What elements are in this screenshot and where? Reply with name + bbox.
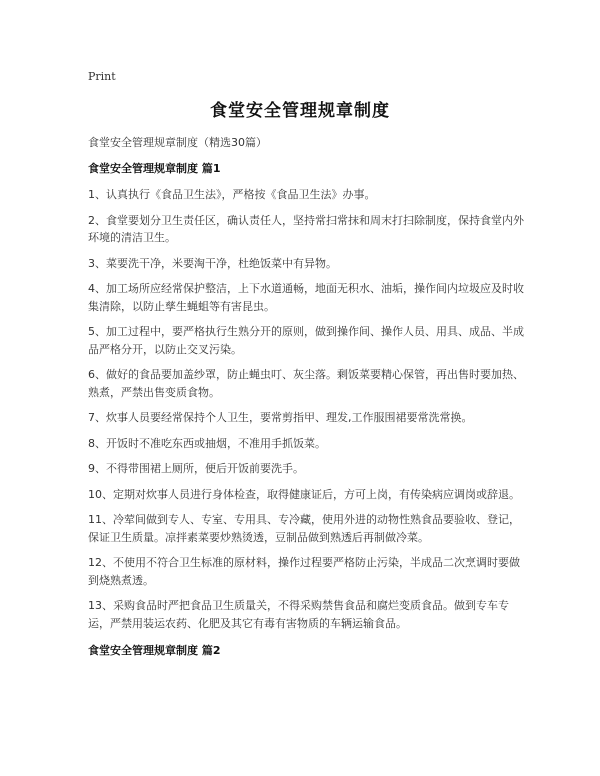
rule-item-6: 6、做好的食品要加盖纱罩，防止蝇虫叮、灰尘落。剩饭菜要精心保管，再出售时要加热、熟煮，严禁出售变质食物。 [88,368,524,399]
rule-item-5: 5、加工过程中，要严格执行生熟分开的原则，做到操作间、操作人员、用具、成品、半成品严格分开，以防止交叉污染。 [88,325,524,356]
rule-item-13: 13、采购食品时严把食品卫生质量关，不得采购禁售食品和腐烂变质食品。做到专车专运，严禁用装运农药、化肥及其它有毒有害物质的车辆运输食品。 [88,599,509,630]
rule-item-10: 10、定期对炊事人员进行身体检查，取得健康证后，方可上岗，有传染病应调岗或辞退。 [88,487,520,501]
rule-item-1: 1、认真执行《食品卫生法》，严格按《食品卫生法》办事。 [88,188,376,201]
print-link[interactable]: Print [88,70,116,83]
rule-item-4: 4、加工场所应经常保护整洁，上下水道通畅，地面无积水、油垢，操作间内垃圾应及时收集清除，以防止孳生蝇蛆等有害昆虫。 [88,282,524,313]
document-title: 食堂安全管理规章制度 [210,101,390,121]
rule-item-7: 7、炊事人员要经常保持个人卫生，要常剪指甲、理发,工作服围裙要常洗常换。 [88,411,473,424]
document-body [88,133,528,668]
section-heading-2: 食堂安全管理规章制度 篇2 [88,644,221,657]
rule-item-3: 3、菜要洗干净，米要淘干净，杜绝饭菜中有异物。 [88,256,337,270]
rule-item-8: 8、开饭时不准吃东西或抽烟，不准用手抓饭菜。 [88,436,326,450]
rule-item-9: 9、不得带围裙上厕所，便后开饭前要洗手。 [88,462,304,475]
section-heading-1: 食堂安全管理规章制度 篇1 [88,162,221,175]
rule-item-11: 11、冷荤间做到专人、专室、专用具、专冷藏，使用外进的动物性熟食品要验收、登记，保证卫生质量。凉拌素菜要炒熟烫透，豆制品做到熟透后再制做冷菜。 [88,513,520,544]
rule-item-2: 2、食堂要划分卫生责任区，确认责任人，坚持常扫常抹和周末打扫除制度，保持食堂内外环境的清洁卫生。 [88,213,524,244]
rules-list-1 [88,186,528,632]
document-subtitle: 食堂安全管理规章制度（精选30篇） [88,136,267,149]
rule-item-12: 12、不使用不符合卫生标准的原材料，操作过程要严格防止污染，半成品二次烹调时要做到烧熟煮透。 [88,556,520,587]
